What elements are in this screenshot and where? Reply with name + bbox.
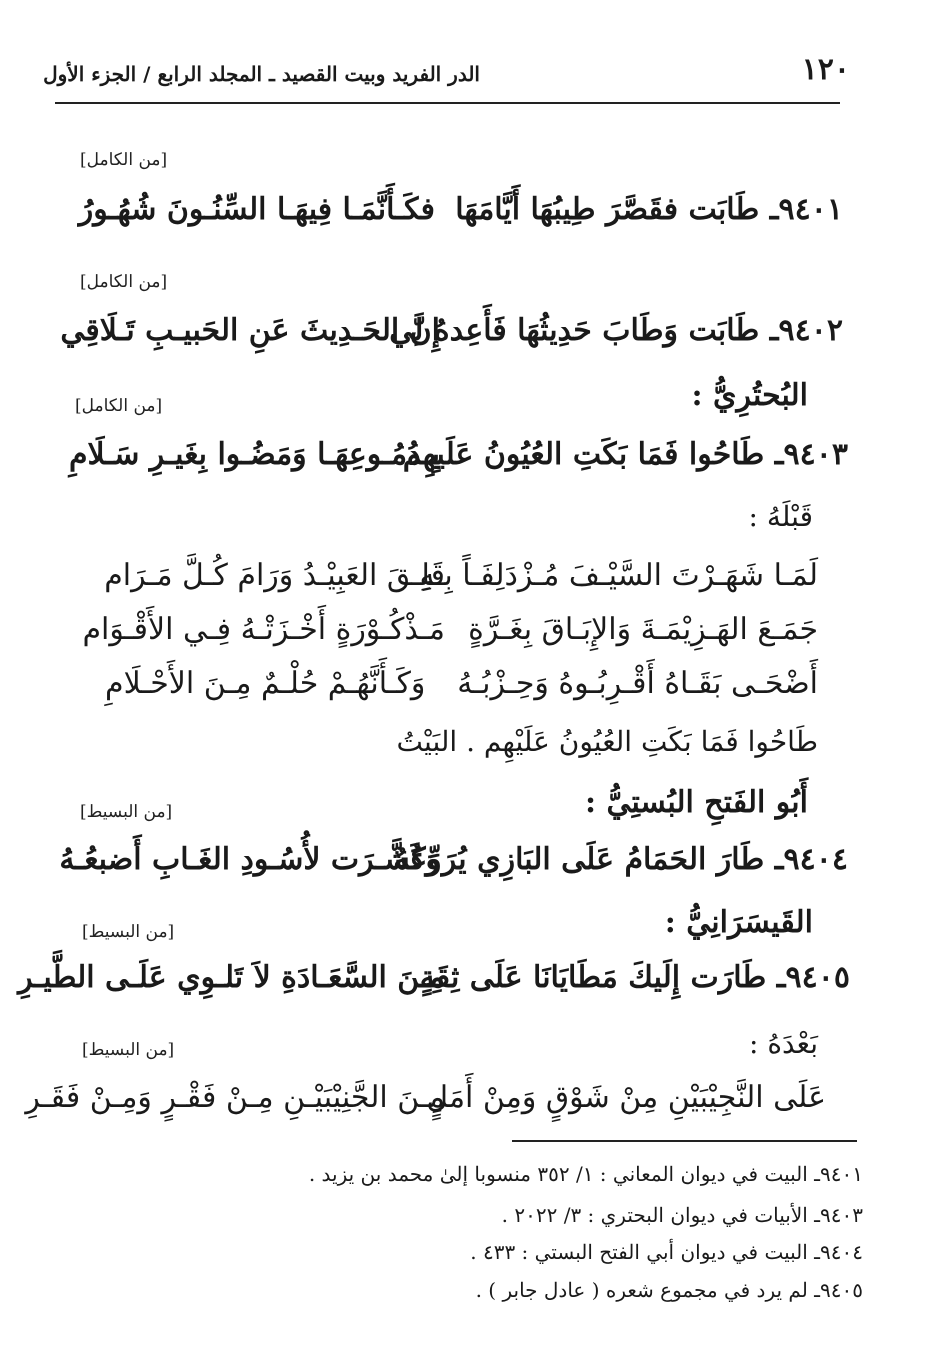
verse-after-second: مِـنَ الجَّنِيْبَيْـنِ مِـنْ فَقْـرٍ وَمِـنْ فَقَـرِ [25, 1080, 445, 1115]
footnote-9403: ٩٤٠٣ـ الأبيات في ديوان البحتري : ٣/ ٢٠٢٢ . [501, 1203, 863, 1227]
verse-9402-second: إِنَّ الحَـدِيثَ عَنِ الحَبيـبِ تَـلَاقِي [60, 313, 440, 348]
intro-badahu: بَعْدَهُ : [748, 1027, 818, 1060]
verse-9403-second: بِـدُمُـوعِهَـا وَمَضُـوا بِغَيـرِ سَـلَامِ [68, 437, 440, 472]
poet-name-busti: أَبُو الفَتحِ البُستِيُّ : [584, 785, 808, 820]
verse-9401-second: فكَـأَنَّمَـا فِيهَـا السِّنُـونَ شُهُـورُ [78, 192, 435, 227]
meter-label-9401: [من الكامل] [80, 150, 168, 170]
running-title: الدر الفريد وبيت القصيد ـ المجلد الرابع / الجزء الأول [43, 62, 480, 86]
poet-name-buhturi: البُحتُرِيُّ : [691, 378, 808, 413]
verse-after-first: عَلَى النَّجِيْبَيْنِ مِنْ شَوْقٍ وَمِنْ أَمَلٍ [426, 1080, 826, 1115]
verse-9402-first: ٩٤٠٢ـ طَابَت وَطَابَ حَدِيثُهَا فَأَعِدهُ لِي [389, 313, 843, 348]
verse-before-1-second: قَلِـقَ العَبِيْـدُ وَرَامَ كُـلَّ مَـرَام [104, 558, 445, 593]
footnote-9401: ٩٤٠١ـ البيت في ديوان المعاني : ١/ ٣٥٢ منسوبا إلىٰ محمد بن يزيد . [308, 1162, 863, 1186]
verse-before-2-second: مَـذْكُـوْرَةٍ أَخْـزَتْـهُ فِـي الأَقْـوَام [82, 612, 445, 647]
verse-before-3-first: أَضْحَـى بَقَـاهُ أَقْـرِبُـوهُ وَحِـزْبُـهُ [457, 666, 818, 701]
meter-label-9402: [من الكامل] [80, 272, 168, 292]
verse-9404-first: ٩٤٠٤ـ طَارَ الحَمَامُ عَلَى البَازِي يُرَوِّعُهُ [393, 842, 848, 877]
meter-label-9405-after: [من البسيط] [82, 1040, 175, 1060]
footnote-9404: ٩٤٠٤ـ البيت في ديوان أبي الفتح البستي : ٤٣٣ . [470, 1240, 863, 1264]
verse-before-3-second: وَكَـأَنَّهُـمْ حُلْـمٌ مِـنَ الأَحْـلَامِ [105, 666, 426, 701]
poet-name-qaysarani: القَيسَرَانِيُّ : [664, 905, 813, 940]
header-rule [55, 102, 840, 104]
footnote-rule [512, 1140, 857, 1142]
footnote-9405: ٩٤٠٥ـ لم يرد في مجموع شعره ( عادل جابر ) . [475, 1278, 863, 1302]
meter-label-9405: [من البسيط] [82, 922, 175, 942]
intro-qablahu: قَبْلَهُ : [748, 500, 813, 533]
verse-9401-first: ٩٤٠١ـ طَابَت فقَصَّرَ طِيبُهَا أَيَّامَهَا [455, 192, 843, 227]
page-number: ١٢٠ [801, 52, 850, 87]
verse-9404-second: وَكَشَّـرَت لأُسُـودِ الغَـابِ أَضبعُـهُ [59, 842, 440, 877]
verse-before-2-first: جَمَـعَ الهَـزِيْمَـةَ وَالإِبَـاقَ بِغَـرَّةٍ [468, 612, 818, 647]
verse-before-1-first: لَمَـا شَهَـرْتَ السَّيْـفَ مُـزْدَلِفَـاً بِـهِ [419, 558, 818, 593]
closing-reference: طَاحُوا فَمَا بَكَتِ العُيُونُ عَلَيْهِم . البَيْتُ [396, 725, 818, 758]
meter-label-9403: [من الكامل] [75, 396, 163, 416]
verse-9405-first: ٩٤٠٥ـ طَارَت إِلَيكَ مَطَايَانَا عَلَى ثِقَةٍ [419, 960, 850, 995]
verse-9403-first: ٩٤٠٣ـ طَاحُوا فَمَا بَكَتِ العُيُونُ عَلَيهِم [402, 437, 848, 472]
meter-label-9404: [من البسيط] [80, 802, 173, 822]
verse-9405-second: مِـنَ السَّعَـادَةِ لاَ تَلـوِي عَلَـى الطَّيـرِ [18, 960, 445, 995]
